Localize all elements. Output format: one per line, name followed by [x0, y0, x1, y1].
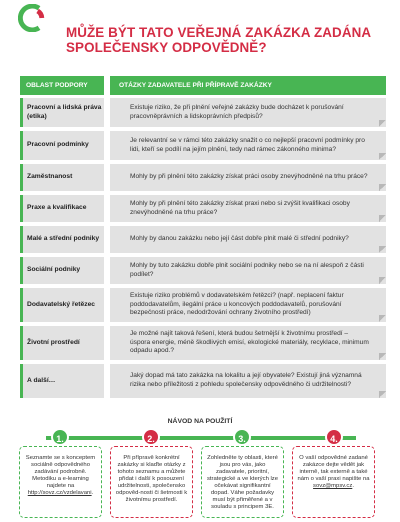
step-1-badge: 1. [51, 428, 69, 446]
eLearning-link[interactable]: http://sovz.cz/vzdelavani [27, 490, 92, 496]
table-row [16, 326, 386, 360]
area-label: Praxe a kvalifikace [27, 204, 87, 212]
table-row [16, 257, 386, 284]
question-text: Mohly by tuto zakázku dobře plnit sociální podniky nebo se na ní alespoň z části podílet? [130, 261, 364, 278]
area-label: Malé a střední podniky [27, 235, 100, 243]
question-cell [110, 195, 386, 222]
table-row [16, 164, 386, 191]
table-row [16, 288, 386, 322]
email-link[interactable]: sovz@mpsv.cz [313, 483, 353, 489]
area-label: Sociální podniky [27, 266, 81, 274]
step-2-box [110, 446, 193, 518]
step-4-badge: 4. [325, 428, 343, 446]
area-label: Životní prostředí [27, 338, 80, 346]
question-cell [110, 98, 386, 127]
fold-corner-icon [379, 391, 386, 398]
question-cell [110, 288, 386, 322]
fold-corner-icon [379, 315, 386, 322]
question-cell [110, 257, 386, 284]
area-cell [20, 257, 104, 284]
step-1-text: Seznamte se s konceptem sociálně odpovědného zadávání podrobně. Metodiku a e-learning najdete na [25, 455, 96, 489]
table-row [16, 195, 386, 222]
question-text: Je relevantní se v rámci této zakázky snažit o co nejlepší pracovní podmínky pro lidi, kteří se podílí na jejím plnění, tedy nad rámec zákonného minima? [130, 136, 365, 153]
logo-icon [18, 4, 46, 32]
area-cell [20, 131, 104, 160]
question-text: Mohly by při plnění této zakázky získat práci osoby znevýhodněné na trhu práce? [130, 173, 368, 181]
step-2-badge: 2. [142, 428, 160, 446]
table-row [16, 98, 386, 127]
question-cell [110, 131, 386, 160]
question-cell [110, 226, 386, 253]
question-cell [110, 164, 386, 191]
page-title: MŮŽE BÝT TATO VEŘEJNÁ ZAKÁZKA ZADÁNA SPOLEČENSKY ODPOVĚDNĚ? [66, 25, 371, 55]
fold-corner-icon [379, 153, 386, 160]
step-4-text-end: . [352, 483, 354, 489]
fold-corner-icon [379, 353, 386, 360]
fold-corner-icon [379, 120, 386, 127]
question-text: Existuje riziko, že při plnění veřejné zakázky bude docházet k porušování pracovněprávních a lidskoprávních předpisů? [130, 103, 344, 120]
guide-title: NÁVOD NA POUŽITÍ [167, 418, 233, 425]
area-cell [20, 195, 104, 222]
fold-corner-icon [379, 184, 386, 191]
question-text: Jaký dopad má tato zakázka na lokalitu a její obyvatele? Existují jiná významná rizika nebo příležitosti z pohledu společensky odpovědného či udržitelnosti? [130, 372, 362, 388]
step-3-badge: 3. [233, 428, 251, 446]
area-label: Zaměstnanost [27, 173, 73, 181]
area-cell [20, 288, 104, 322]
table-row [16, 364, 386, 398]
table-header [16, 76, 386, 95]
table-row [16, 226, 386, 253]
area-cell [20, 364, 104, 398]
question-text: Je možné najít taková řešení, která budou šetrnější k životnímu prostředí – úspora energie, méně škodlivých emisí, ekologické materiály, recyklace, minimum odpadu apod.? [130, 330, 369, 355]
fold-corner-icon [379, 215, 386, 222]
column-header-questions: OTÁZKY ZADAVATELE PŘI PŘÍPRAVĚ ZAKÁZKY [110, 76, 386, 95]
question-cell [110, 326, 386, 360]
question-text: Existuje riziko problémů v dodavatelském řetězci? (např. neplacení faktur poddodavatelům, ilegální práce u koncových poddodavatelů, porušování bezpečnosti práce, nedodržování ochrany životního prostředí) [130, 292, 344, 317]
area-label: Dodavatelský řetězec [27, 300, 96, 308]
area-label: Pracovní a lidská práva (etika) [27, 104, 102, 120]
area-label: A další… [27, 376, 56, 384]
fold-corner-icon [379, 246, 386, 253]
step-1-box [19, 446, 102, 518]
step-4-text: O vaší odpovědné zadané zakázce dejte vědět jak interně, tak externě a také nám o vaší praxi napište na [297, 455, 370, 482]
step-4-box [292, 446, 375, 518]
questions-table [16, 76, 386, 402]
area-cell [20, 226, 104, 253]
step-3-text: Zohledněte ty oblasti, které jsou pro vás, jako zadavatele, prioritní, strategické a ve kterých lze očekávat signifikantní dopad. Váhe požadavky musí být přiměřené a v souladu s principem 3E. [206, 455, 279, 510]
area-cell [20, 164, 104, 191]
column-header-area: OBLAST PODPORY [20, 76, 104, 95]
step-2-text: Při přípravě konkrétní zakázky si klaďte otázky z tohoto seznamu a můžete přidat i další k posouzení udržitelnosti, společensko odpověd-nosti či šetrnosti k životnímu prostředí. [115, 455, 188, 503]
fold-corner-icon [379, 277, 386, 284]
steps-connector [46, 436, 356, 440]
step-3-box [201, 446, 284, 518]
area-cell [20, 98, 104, 127]
question-text: Mohly by při plnění této zakázky získat praxi nebo si zvýšit kvalifikaci osoby znevýhodněné na trhu práce? [130, 199, 350, 216]
question-text: Mohly by danou zakázku nebo její část dobře plnit malé či střední podniky? [130, 235, 349, 243]
area-cell [20, 326, 104, 360]
question-cell [110, 364, 386, 398]
area-label: Pracovní podmínky [27, 141, 89, 149]
table-row [16, 131, 386, 160]
step-1-text-end: . [91, 490, 94, 496]
